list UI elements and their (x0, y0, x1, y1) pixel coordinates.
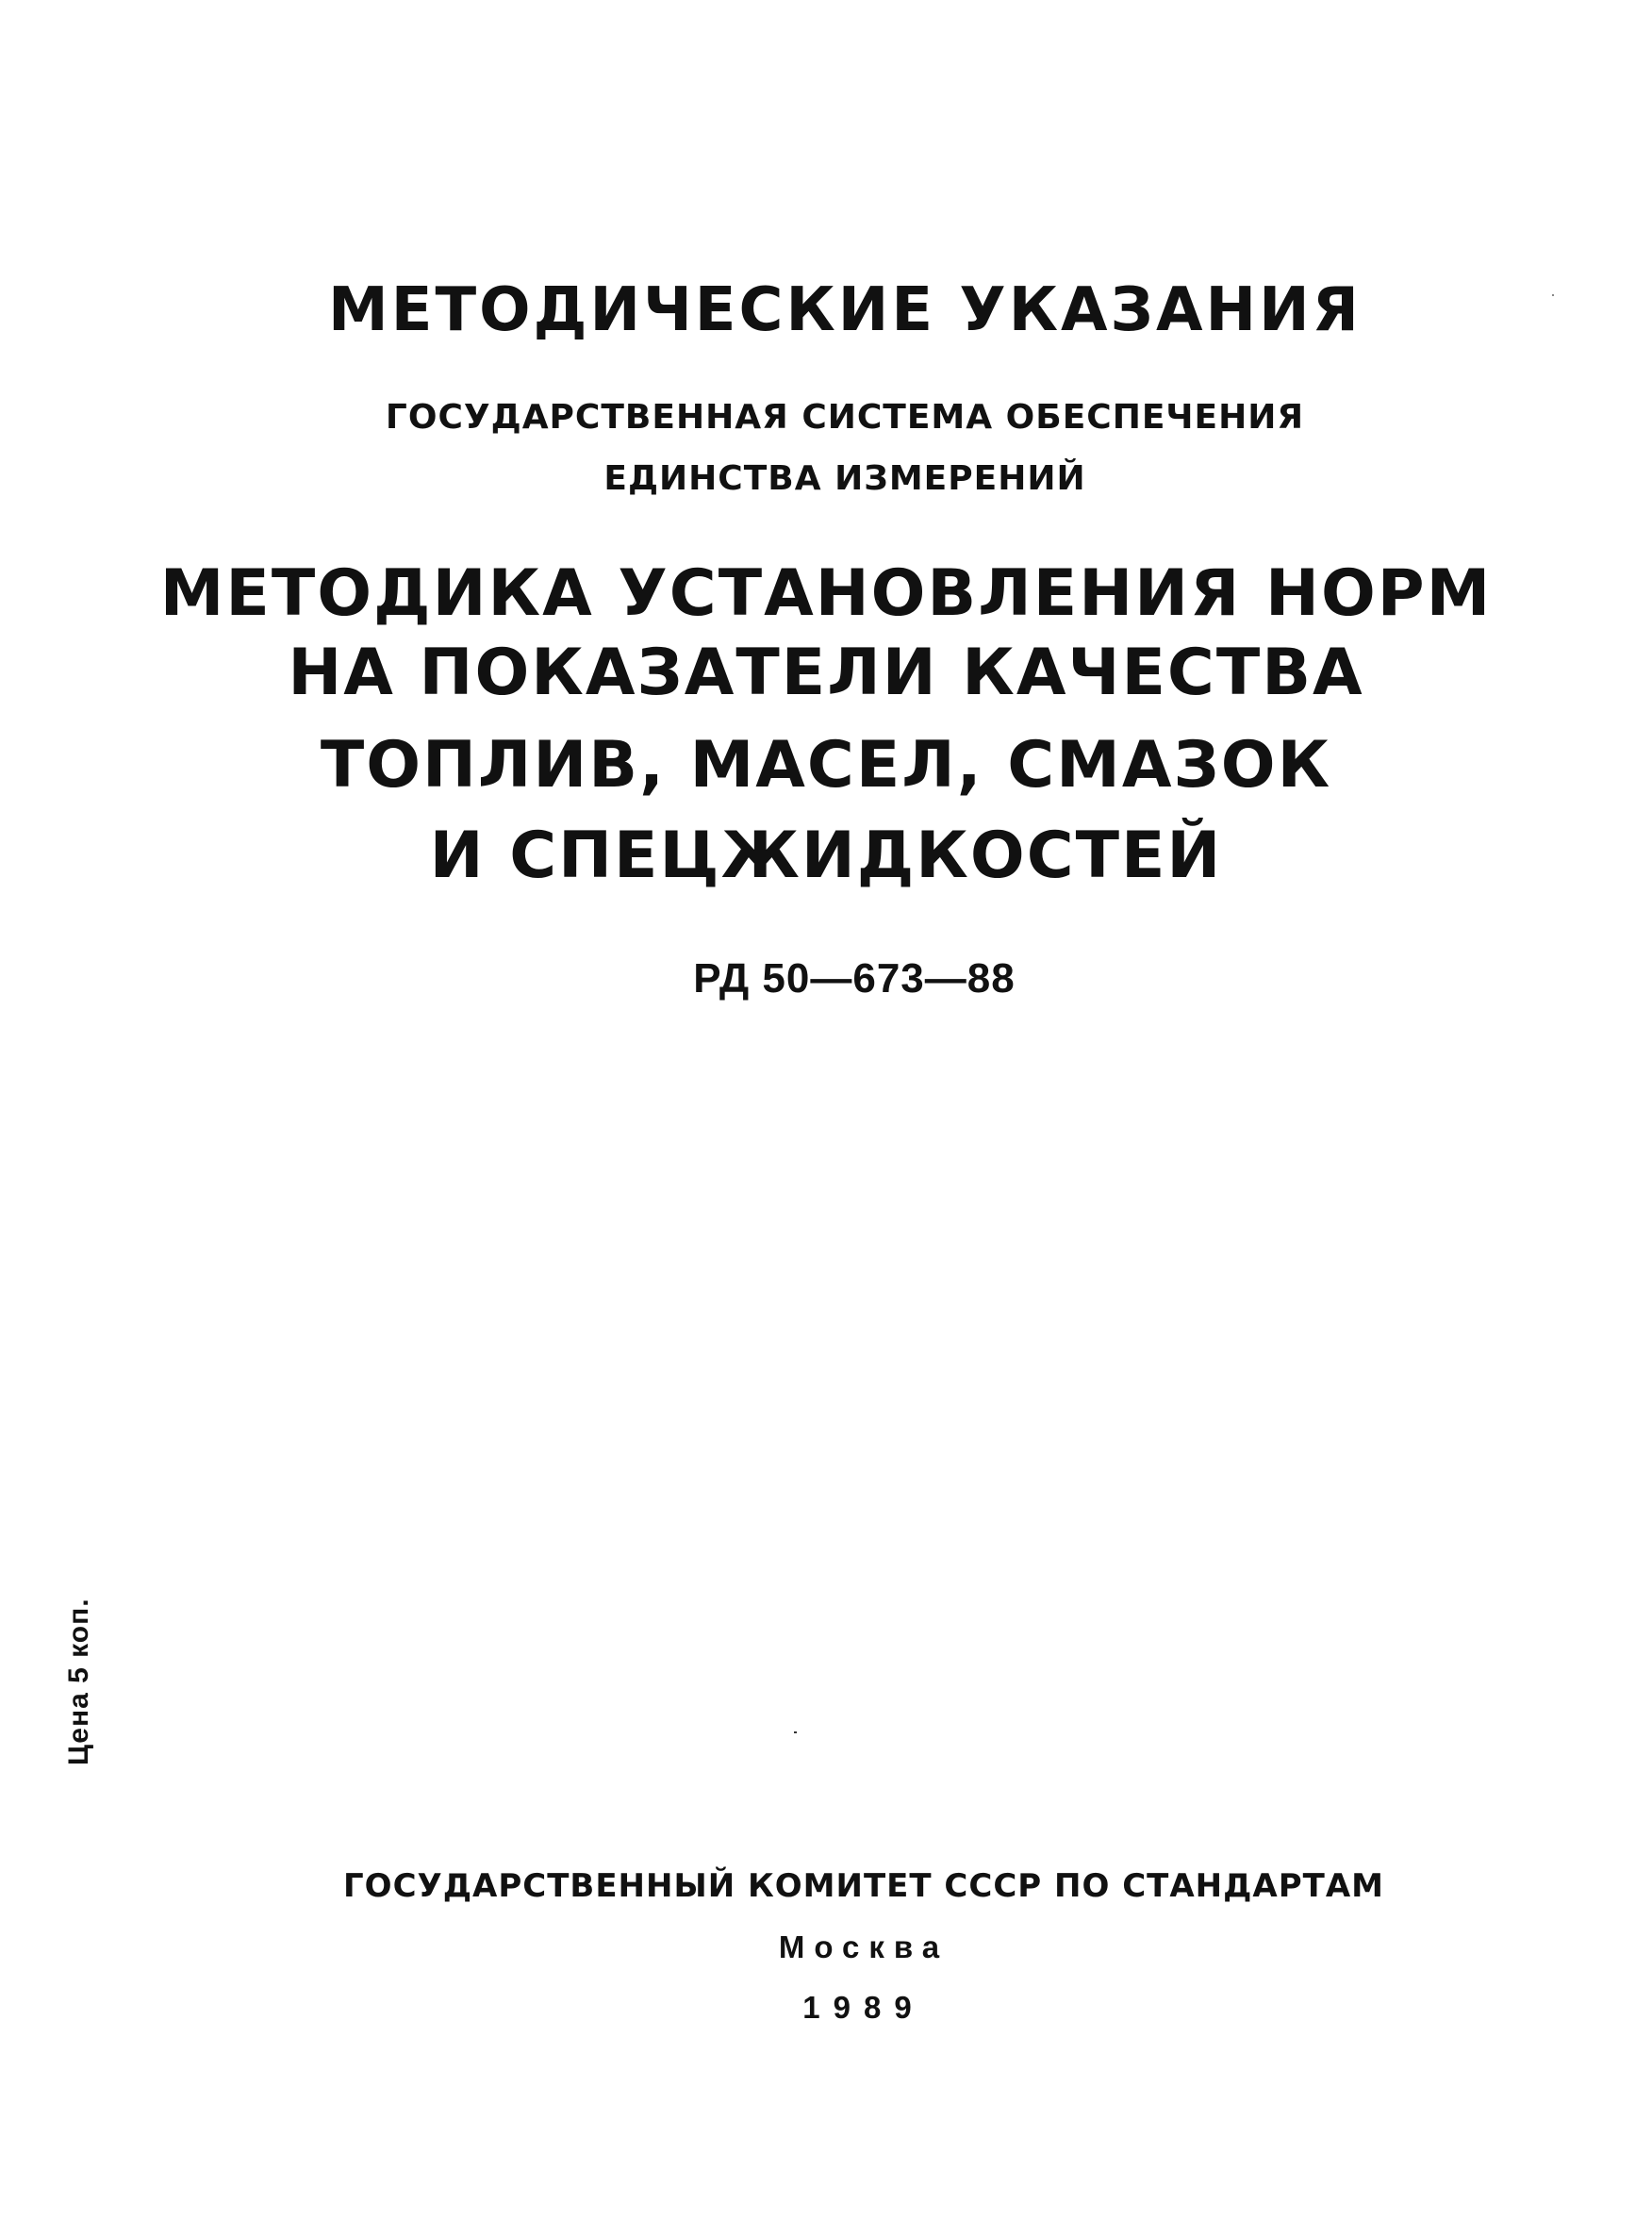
scan-speck (794, 1731, 797, 1733)
title-line-3: ТОПЛИВ, МАСЕЛ, СМАЗОК (320, 728, 1332, 803)
document-type-heading: МЕТОДИЧЕСКИЕ УКАЗАНИЯ (328, 275, 1362, 345)
series-name-line-2: ЕДИНСТВА ИЗМЕРЕНИЙ (603, 459, 1086, 498)
publication-year: 1989 (802, 1990, 925, 2025)
document-designation: РД 50—673—88 (693, 955, 1016, 1002)
title-line-1: МЕТОДИКА УСТАНОВЛЕНИЯ НОРМ (159, 556, 1493, 631)
title-line-4: И СПЕЦЖИДКОСТЕЙ (429, 819, 1223, 893)
scan-speck (1552, 294, 1554, 296)
publisher-name: ГОСУДАРСТВЕННЫЙ КОМИТЕТ СССР ПО СТАНДАРТАМ (343, 1867, 1384, 1905)
title-line-2: НА ПОКАЗАТЕЛИ КАЧЕСТВА (288, 636, 1364, 710)
series-name-line-1: ГОСУДАРСТВЕННАЯ СИСТЕМА ОБЕСПЕЧЕНИЯ (385, 398, 1305, 437)
publication-city: Москва (778, 1929, 950, 1964)
price-label: Цена 5 коп. (63, 1598, 94, 1765)
